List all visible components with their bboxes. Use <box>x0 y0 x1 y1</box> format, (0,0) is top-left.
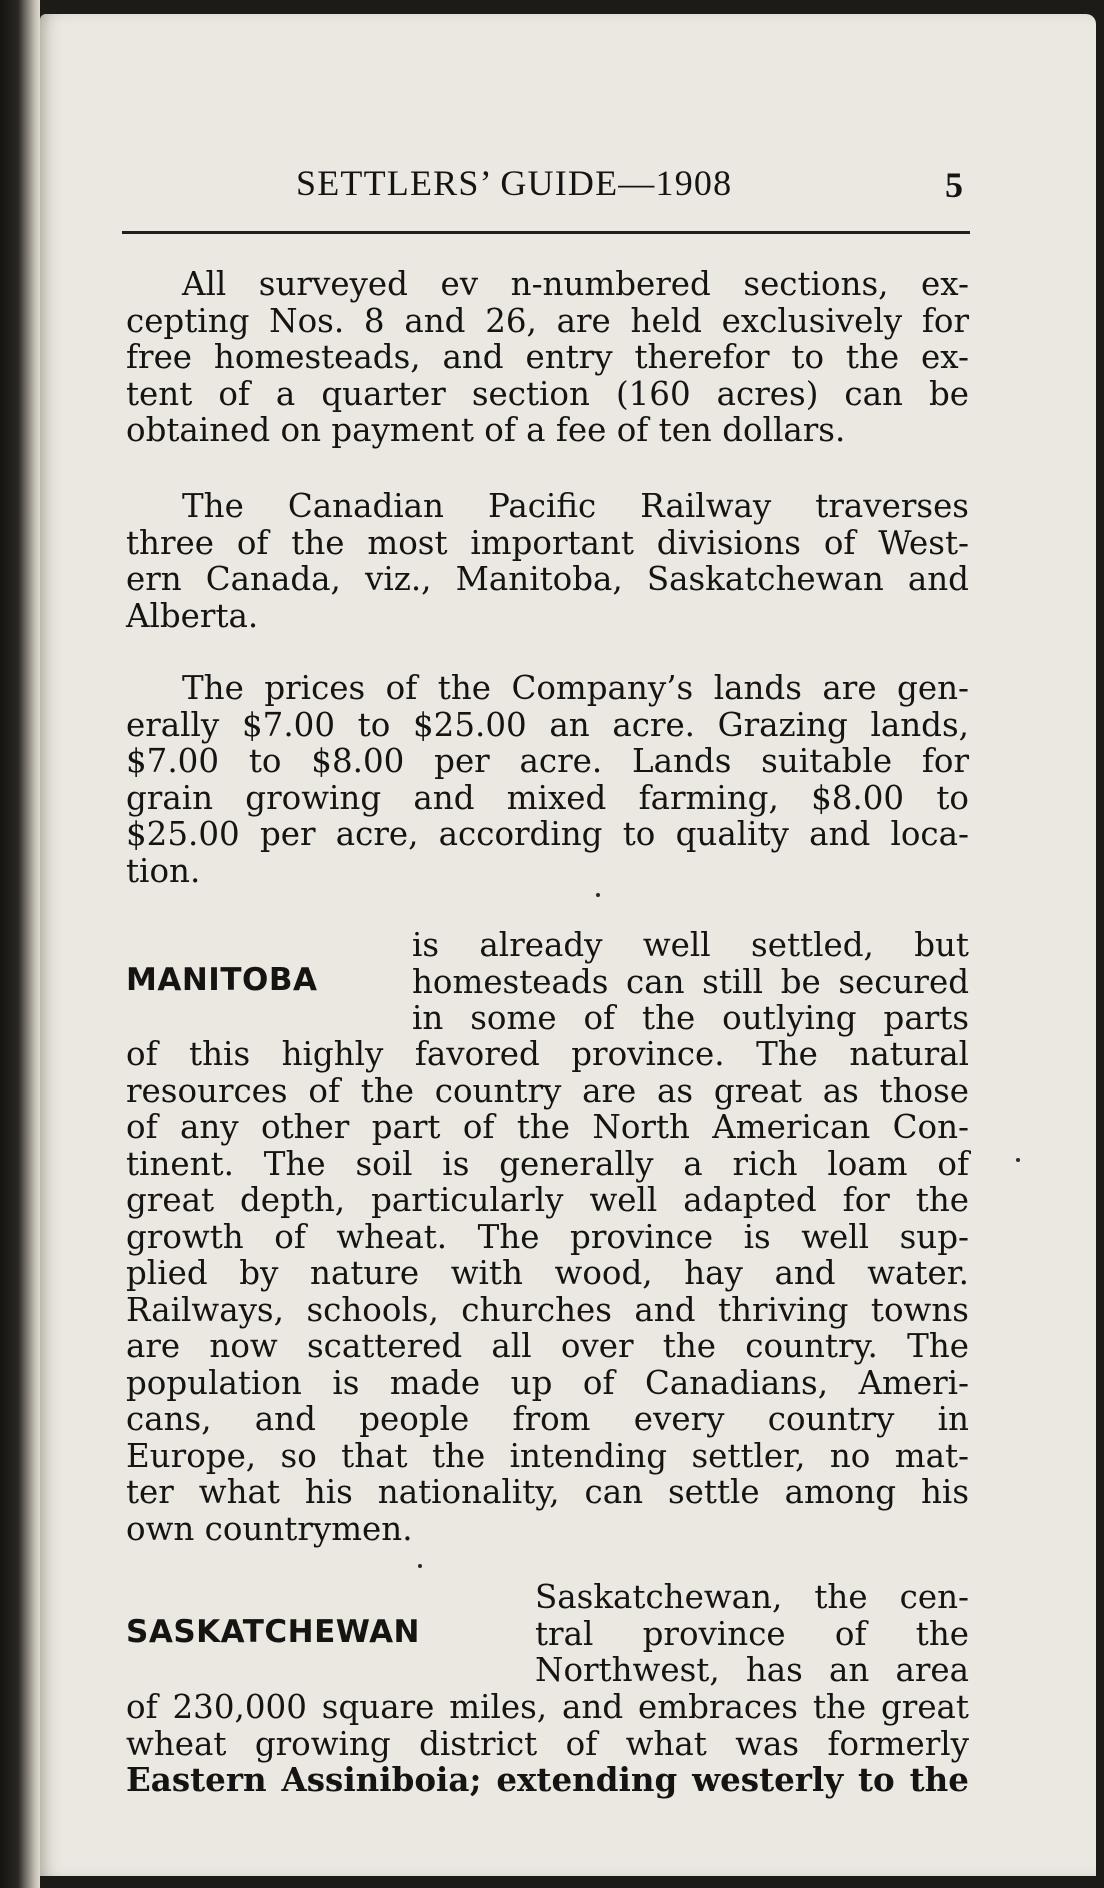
text-line: ter what his nationality, can settle among his <box>126 1473 969 1511</box>
text-line: Europe, so that the intending settler, no mat- <box>126 1436 969 1475</box>
running-head <box>126 162 969 206</box>
text-line: homesteads can still be secured <box>412 962 969 1001</box>
text-line: grain growing and mixed farming, $8.00 to <box>126 778 969 817</box>
paragraph-manitoba <box>126 1036 969 1547</box>
text-line: three of the most important divisions of West- <box>126 523 969 562</box>
text-line: $7.00 to $8.00 per acre. Lands suitable for <box>126 742 969 780</box>
print-speck <box>596 893 600 897</box>
text-line: $25.00 per acre, according to quality and loca- <box>126 815 969 853</box>
text-line: of 230,000 square miles, and embraces the great <box>126 1688 969 1726</box>
running-head-title: SETTLERS’ GUIDE—1908 <box>296 163 733 203</box>
text-line: of any other part of the North American Con- <box>126 1108 969 1146</box>
text-line: tion. <box>126 851 201 890</box>
text-line: is already well settled, but <box>412 926 969 964</box>
text-line-bold: Eastern Assiniboia; extending westerly to the <box>126 1760 969 1799</box>
text-line: population is made up of Canadians, Ameri- <box>126 1363 969 1402</box>
text-line: of this highly favored province. The natural <box>126 1035 969 1073</box>
paragraph-saskatchewan <box>126 1689 969 1799</box>
text-line: great depth, particularly well adapted for the <box>126 1181 969 1219</box>
book-spine-edge <box>0 0 40 1888</box>
text-line: own countrymen. <box>126 1509 413 1548</box>
paragraph-homesteads <box>126 266 969 449</box>
text-line: Railways, schools, churches and thriving towns <box>126 1290 969 1329</box>
manitoba-side-text <box>412 927 969 1037</box>
print-speck <box>1016 1158 1020 1162</box>
section-heading-manitoba: MANITOBA <box>126 962 318 998</box>
page-number: 5 <box>945 165 963 205</box>
text-line: resources of the country are as great as those <box>126 1071 969 1110</box>
text-line: free homesteads, and entry therefor to the ex- <box>126 338 969 376</box>
text-line: erally $7.00 to $25.00 an acre. Grazing lands, <box>126 705 969 744</box>
text-line: plied by nature with wood, hay and water. <box>126 1254 969 1292</box>
text-line: in some of the outlying parts <box>412 999 969 1037</box>
text-line: ern Canada, viz., Manitoba, Saskatchewan and <box>126 560 969 598</box>
text-line: are now scattered all over the country. The <box>126 1327 969 1365</box>
text-line: The Canadian Pacific Railway traverses <box>182 487 969 525</box>
text-line: Northwest, has an area <box>535 1651 969 1689</box>
text-line: growth of wheat. The province is well sup- <box>126 1217 969 1256</box>
section-heading-saskatchewan: SASKATCHEWAN <box>126 1614 421 1650</box>
text-line: obtained on payment of a fee of ten dollars. <box>126 411 846 449</box>
text-line: cans, and people from every country in <box>126 1400 969 1438</box>
text-line: cepting Nos. 8 and 26, are held exclusively for <box>126 301 969 340</box>
paragraph-prices <box>126 670 969 889</box>
paragraph-railway <box>126 488 969 634</box>
text-line: The prices of the Company’s lands are gen- <box>182 669 969 707</box>
text-line: Alberta. <box>126 596 259 635</box>
header-rule <box>122 231 970 234</box>
text-line: All surveyed ev n-numbered sections, ex- <box>182 265 969 303</box>
saskatchewan-side-text <box>535 1579 969 1689</box>
print-speck <box>418 1564 422 1568</box>
text-line: wheat growing district of what was formerly <box>126 1724 969 1763</box>
text-line: Saskatchewan, the cen- <box>535 1578 969 1616</box>
text-line: tral province of the <box>535 1614 969 1653</box>
text-line: tinent. The soil is generally a rich loam of <box>126 1144 969 1183</box>
text-line: tent of a quarter section (160 acres) can be <box>126 374 969 413</box>
